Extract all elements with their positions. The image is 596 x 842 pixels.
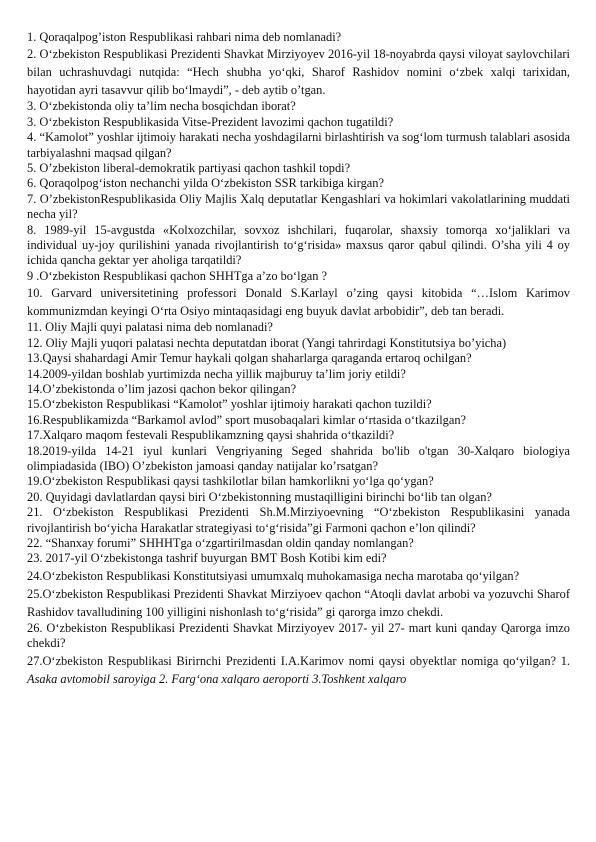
question-14b: 14.O’zbekistonda o’lim jazosi qachon bekor qilingan? xyxy=(27,381,297,396)
question-24: 24.O‘zbekiston Respublikasi Konstitutsiyasi umumxalq muhokamasiga necha marotaba qo‘yilgan? xyxy=(27,568,520,583)
question-27-text: 27.O‘zbekiston Respublikasi Birirnchi Prezidenti I.A.Karimov nomi qaysi obyektlar nomiga qo‘yilgan? 1. xyxy=(27,653,570,668)
question-7: 7. O’zbekistonRespublikasida Oliy Majlis Xalq deputatlar Kengashlari va hokimlari vakolatlarining muddati necha yil? xyxy=(27,191,570,222)
question-13: 13.Qaysi shahardagi Amir Temur haykali qolgan shaharlarga qaraganda ertaroq ochilgan? xyxy=(27,351,472,366)
question-3b: 3. O‘zbekiston Respublikasida Vitse-Prezident lavozimi qachon tugatildi? xyxy=(27,114,394,129)
question-19: 19.O‘zbekiston Respublikasi qaysi tashkilotlar bilan hamkorlikni yo‘lga qo‘ygan? xyxy=(27,474,434,489)
question-16: 16.Respublikamizda “Barkamol avlod” sport musobaqalari kimlar o‘rtasida o‘tkazilgan? xyxy=(27,412,467,427)
question-5: 5. O’zbekiston liberal-demokratik partiyasi qachon tashkil topdi? xyxy=(27,161,351,176)
question-2: 2. O‘zbekiston Respublikasi Prezidenti Shavkat Mirziyoyev 2016-yil 18-noyabrda qaysi viloyat saylovchilari bilan uchrashuvdagi nutqida: “Hech shubha yo‘qki, Sharof Rashidov nomini o‘zbek xalqi tarixidan, hayotidan ayri tasavvur qilib bo‘lmaydi”, - deb aytib o’tgan. xyxy=(27,47,570,98)
question-26: 26. O‘zbekiston Respublikasi Prezidenti Shavkat Mirziyoyev 2017- yil 27- mart kuni qanday Qarorga imzo chekdi? xyxy=(27,620,570,651)
question-1: 1. Qoraqalpog’iston Respublikasi rahbari nima deb nomlanadi? xyxy=(27,30,342,44)
document-page xyxy=(27,30,570,688)
question-18: 18.2019-yilda 14-21 iyul kunlari Vengriyaning Seged shahrida bo'lib o'tgan 30-Xalqaro biologiya olimpiadasida (IBO) O’zbekiston jamoasi qanday natijalar ko’rsatgan? xyxy=(27,443,570,473)
question-21: 21. O‘zbekiston Respublikasi Prezidenti Sh.M.Mirziyoevning “O‘zbekiston Respublikasini yanada rivojlantirish bo‘yicha Harakatlar strategiyasi to‘g‘risida”gi Farmoni qachon e’lon qilindi? xyxy=(27,505,570,535)
question-12: 12. Oliy Majli yuqori palatasi nechta deputatdan iborat (Yangi tahrirdagi Konstitutsiya bo’yicha) xyxy=(27,335,507,350)
question-27-italic: Asaka avtomobil saroyiga 2. Farg‘ona xalqaro aeroporti 3.Toshkent xalqaro xyxy=(27,671,407,686)
question-4: 4. “Kamolot” yoshlar ijtimoiy harakati necha yoshdagilarni birlashtirish va sog‘lom turmush talablari asosida tarbiyalashni maqsad qilgan? xyxy=(27,130,570,160)
question-20: 20. Quyidagi davlatlardan qaysi biri O‘zbekistonning mustaqilligini birinchi bo‘lib tan olgan? xyxy=(27,489,492,504)
question-6: 6. Qoraqolpog‘iston nechanchi yilda O‘zbekiston SSR tarkibiga kirgan? xyxy=(27,176,384,191)
question-3a: 3. O‘zbekistonda oliy ta’lim necha bosqichdan iborat? xyxy=(27,99,296,114)
question-27 xyxy=(27,652,570,688)
question-25: 25.O‘zbekiston Respublikasi Prezidenti Shavkat Mirziyoev qachon “Atoqli davlat arbobi va yozuvchi Sharof Rashidov tavalludining 100 yilligini nishonlash to‘g‘risida” gi qarorga imzo chekdi. xyxy=(27,586,570,619)
question-14a: 14.2009-yildan boshlab yurtimizda necha yillik majburuy ta’lim joriy etildi? xyxy=(27,366,406,381)
question-8: 8. 1989-yil 15-avgustda «Kolxozchilar, sovxoz ishchilari, fuqarolar, shaxsiy tomorqa xo‘jaliklari va individual uy-joy qurilishini yanada rivojlantirish to‘g‘risida» maxsus qaror qabul qilindi. O’sha yili 4 oy ichida qancha gektar yer aholiga tarqatildi? xyxy=(27,222,570,268)
question-15: 15.O‘zbekiston Respublikasi “Kamolot” yoshlar ijtimoiy harakati qachon tuzildi? xyxy=(27,397,432,412)
question-11: 11. Oliy Majli quyi palatasi nima deb nomlanadi? xyxy=(27,320,273,335)
question-10: 10. Garvard universitetining professori Donald S.Karlayl o’zing qaysi kitobida “…Islom Karimov kommunizmdan keyingi O‘rta Osiyo mintaqasidagi eng buyuk davlat arbobidir”, deb tan beradi. xyxy=(27,286,570,319)
question-9: 9 .O‘zbekiston Respublikasi qachon SHHTga a’zo bo‘lgan ? xyxy=(27,268,328,283)
question-22: 22. “Shanxay forumi” SHHHTga o‘zgartirilmasdan oldin qanday nomlangan? xyxy=(27,535,414,550)
question-17: 17.Xalqaro maqom festevali Respublikamzning qaysi shahrida o‘tkazildi? xyxy=(27,428,395,443)
question-23: 23. 2017-yil O‘zbekistonga tashrif buyurgan BMT Bosh Kotibi kim edi? xyxy=(27,551,387,566)
